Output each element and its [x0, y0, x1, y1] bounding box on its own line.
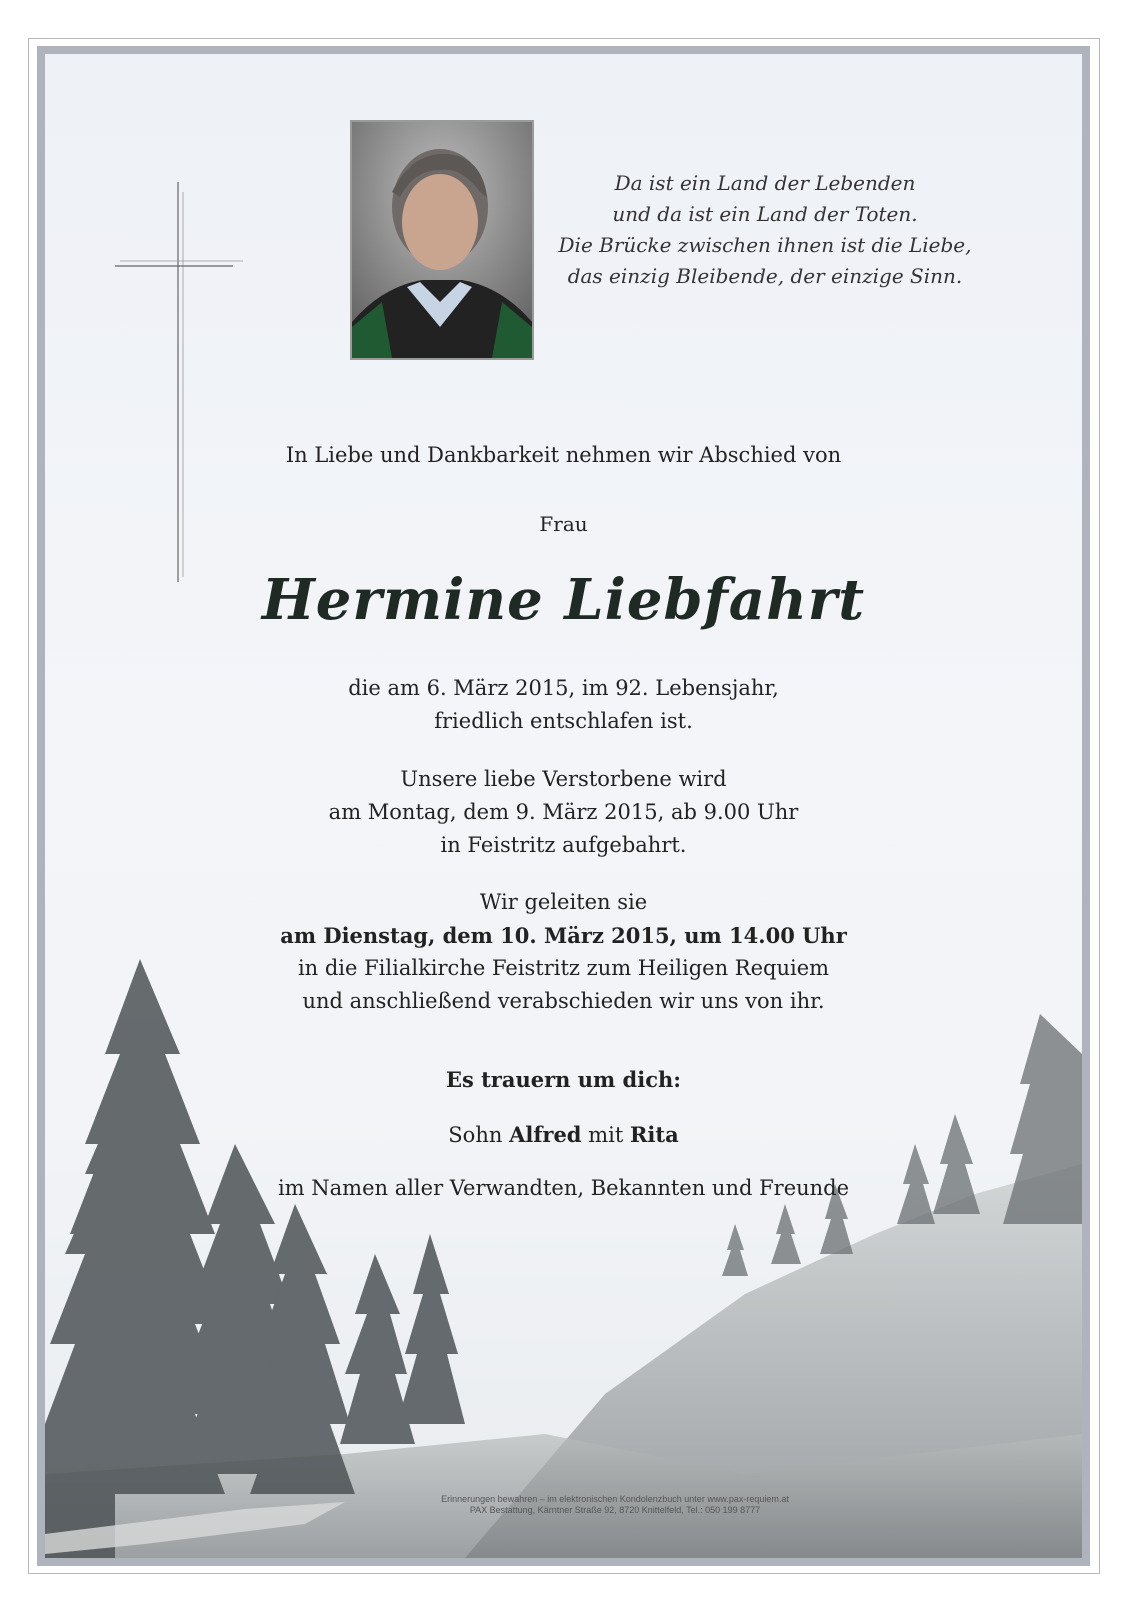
deceased-name: Hermine Liebfahrt — [261, 567, 866, 633]
family-conjunction: mit — [588, 1123, 624, 1147]
poem-line: Die Brücke zwischen ihnen ist die Liebe, — [558, 233, 972, 257]
intro-text: In Liebe und Dankbarkeit nehmen wir Abschied von — [285, 443, 842, 467]
funeral-line: und anschließend verabschieden wir uns von ihr. — [302, 989, 825, 1013]
funeral-line: in die Filialkirche Feistritz zum Heiligen Requiem — [297, 956, 830, 980]
funeral-date: am Dienstag, dem 10. März 2015, um 14.00 Uhr — [280, 923, 847, 948]
death-line: die am 6. März 2015, im 92. Lebensjahr, — [348, 676, 779, 700]
footer — [345, 1494, 885, 1516]
funeral-notice — [45, 886, 1082, 1018]
portrait-photo — [350, 120, 534, 360]
viewing-line: am Montag, dem 9. März 2015, ab 9.00 Uhr — [328, 800, 799, 824]
family-line — [45, 1122, 1082, 1147]
family-prefix: Sohn — [448, 1123, 503, 1147]
poem — [545, 168, 985, 292]
portrait-image — [352, 122, 532, 358]
footer-line: PAX Bestattung, Kärntner Straße 92, 8720 Knittelfeld, Tel.: 050 199 8777 — [469, 1505, 761, 1515]
relatives-line: im Namen aller Verwandten, Bekannten und Freunde — [277, 1176, 850, 1200]
viewing-notice — [45, 763, 1082, 862]
mourners-title: Es trauern um dich: — [445, 1067, 682, 1092]
viewing-line: Unsere liebe Verstorbene wird — [400, 767, 727, 791]
salutation: Frau — [539, 512, 588, 536]
footer-line: Erinnerungen bewahren – im elektronischen Kondolenzbuch unter www.pax-requiem.at — [441, 1494, 789, 1504]
poem-line: und da ist ein Land der Toten. — [612, 202, 918, 226]
poem-line: das einzig Bleibende, der einzige Sinn. — [567, 264, 963, 288]
death-notice — [45, 672, 1082, 738]
family-name: Rita — [629, 1122, 679, 1147]
poem-line: Da ist ein Land der Lebenden — [614, 171, 916, 195]
obituary-sheet — [37, 46, 1090, 1566]
death-line: friedlich entschlafen ist. — [434, 709, 693, 733]
funeral-line: Wir geleiten sie — [479, 890, 648, 914]
viewing-line: in Feistritz aufgebahrt. — [440, 833, 687, 857]
family-name: Alfred — [509, 1122, 582, 1147]
